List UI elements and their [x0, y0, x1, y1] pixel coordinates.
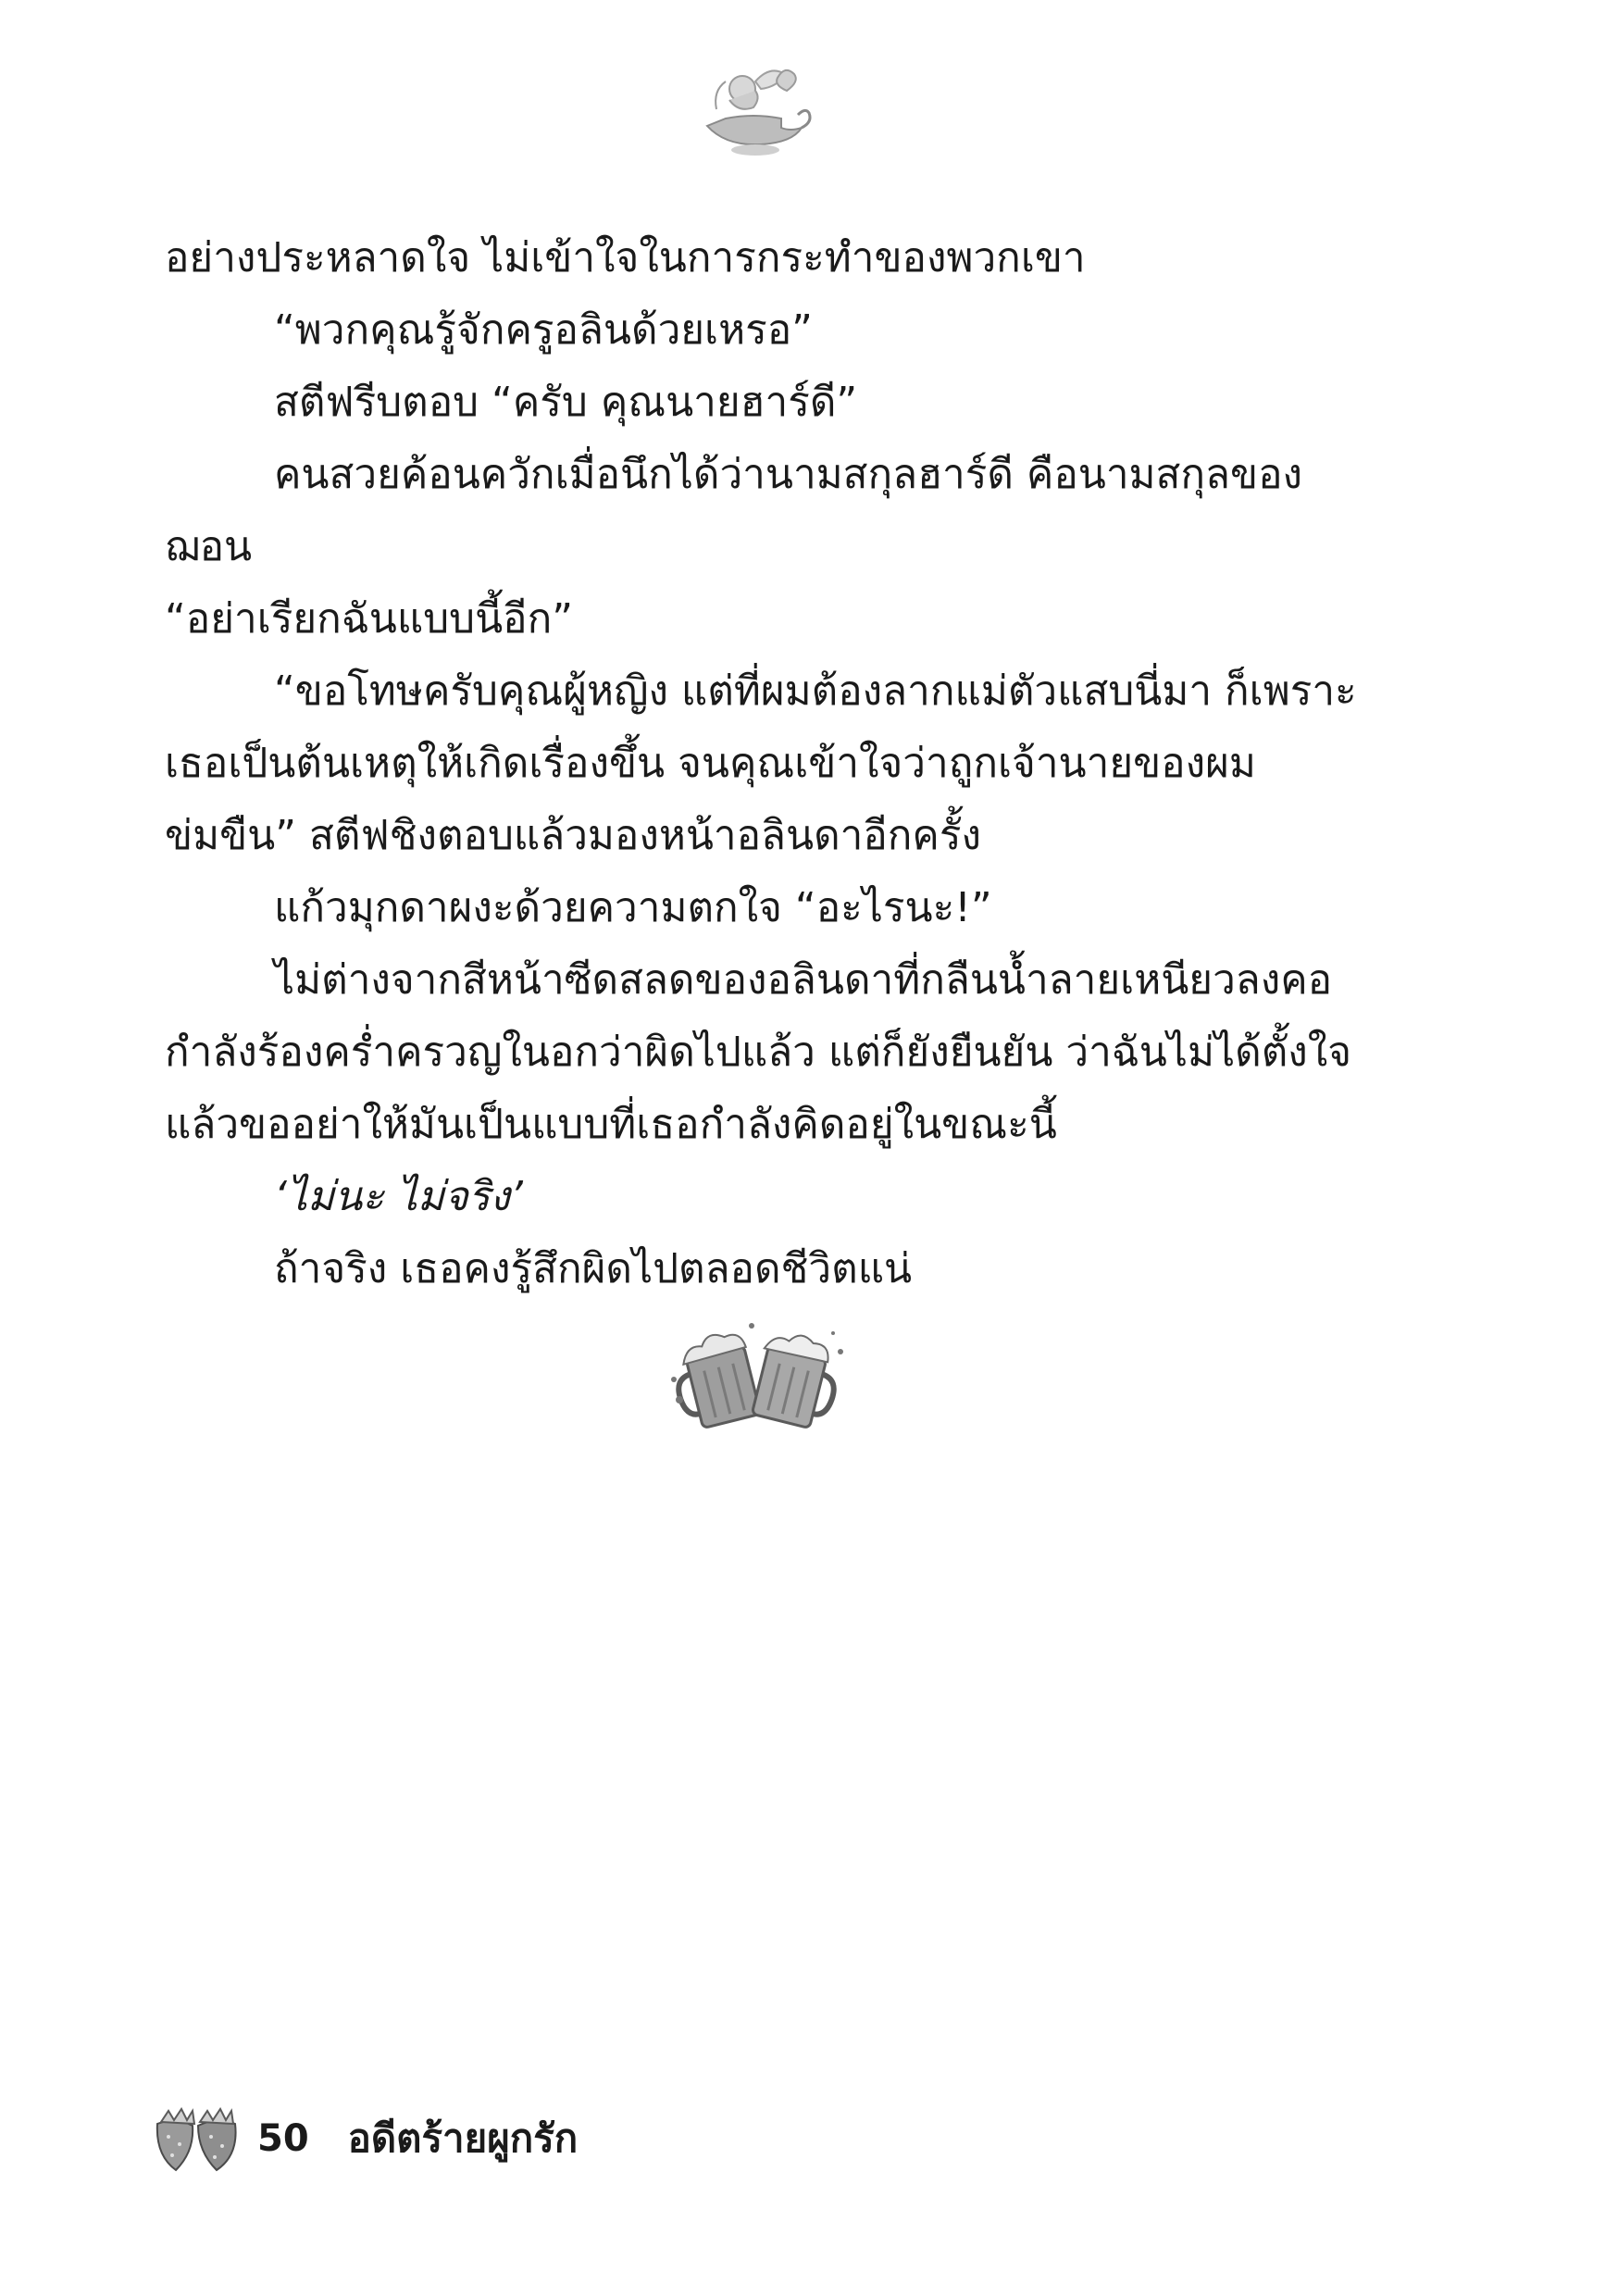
- paragraph: ไม่ต่างจากสีหน้าซีดสลดของอลินดาที่กลืนน้ำลายเหนียวลงคอ กำลังร้องคร่ำครวญในอกว่าผิดไปแล้ว แต่ก็ยังยืนยัน ว่าฉันไม่ได้ตั้งใจ แล้วขออย่าให้มันเป็นแบบที่เธอกำลังคิดอยู่ในขณะนี้: [165, 956, 1352, 1148]
- paragraph-italic: ‘ไม่นะ ไม่จริง’: [274, 1173, 523, 1220]
- paragraph: ถ้าจริง เธอคงรู้สึกผิดไปตลอดชีวิตแน่: [274, 1245, 913, 1292]
- paragraph: แก้วมุกดาผงะด้วยความตกใจ “อะไรนะ!”: [274, 884, 992, 931]
- paragraph: “อย่าเรียกฉันแบบนี้อีก”: [165, 595, 574, 643]
- paragraph: สตีฟรีบตอบ “ครับ คุณนายฮาร์ดี”: [274, 379, 858, 426]
- page-number: 50: [257, 2117, 309, 2160]
- cupid-lamp-icon: [689, 54, 818, 165]
- paragraph: “ขอโทษครับคุณผู้หญิง แต่ที่ผมต้องลากแม่ตัวแสบนี่มา ก็เพราะเธอเป็นต้นเหตุให้เกิดเรื่องขึ้น จนคุณเข้าใจว่าถูกเจ้านายของผมข่มขืน” สตีฟชิงตอบแล้วมองหน้าอลินดาอีกครั้ง: [165, 668, 1357, 859]
- strawberry-icon: [148, 2103, 244, 2174]
- beer-mugs-icon: [659, 1315, 853, 1444]
- body-text: [165, 222, 1359, 1305]
- paragraph: คนสวยค้อนควักเมื่อนึกได้ว่านามสกุลฮาร์ดี คือนามสกุลของฌอน: [165, 451, 1302, 570]
- book-title: อดีตร้ายผูกรัก: [347, 2115, 579, 2161]
- paragraph: อย่างประหลาดใจ ไม่เข้าใจในการกระทำของพวกเขา: [165, 234, 1086, 281]
- page-footer: [148, 2102, 578, 2176]
- paragraph: “พวกคุณรู้จักครูอลินด้วยเหรอ”: [274, 306, 813, 354]
